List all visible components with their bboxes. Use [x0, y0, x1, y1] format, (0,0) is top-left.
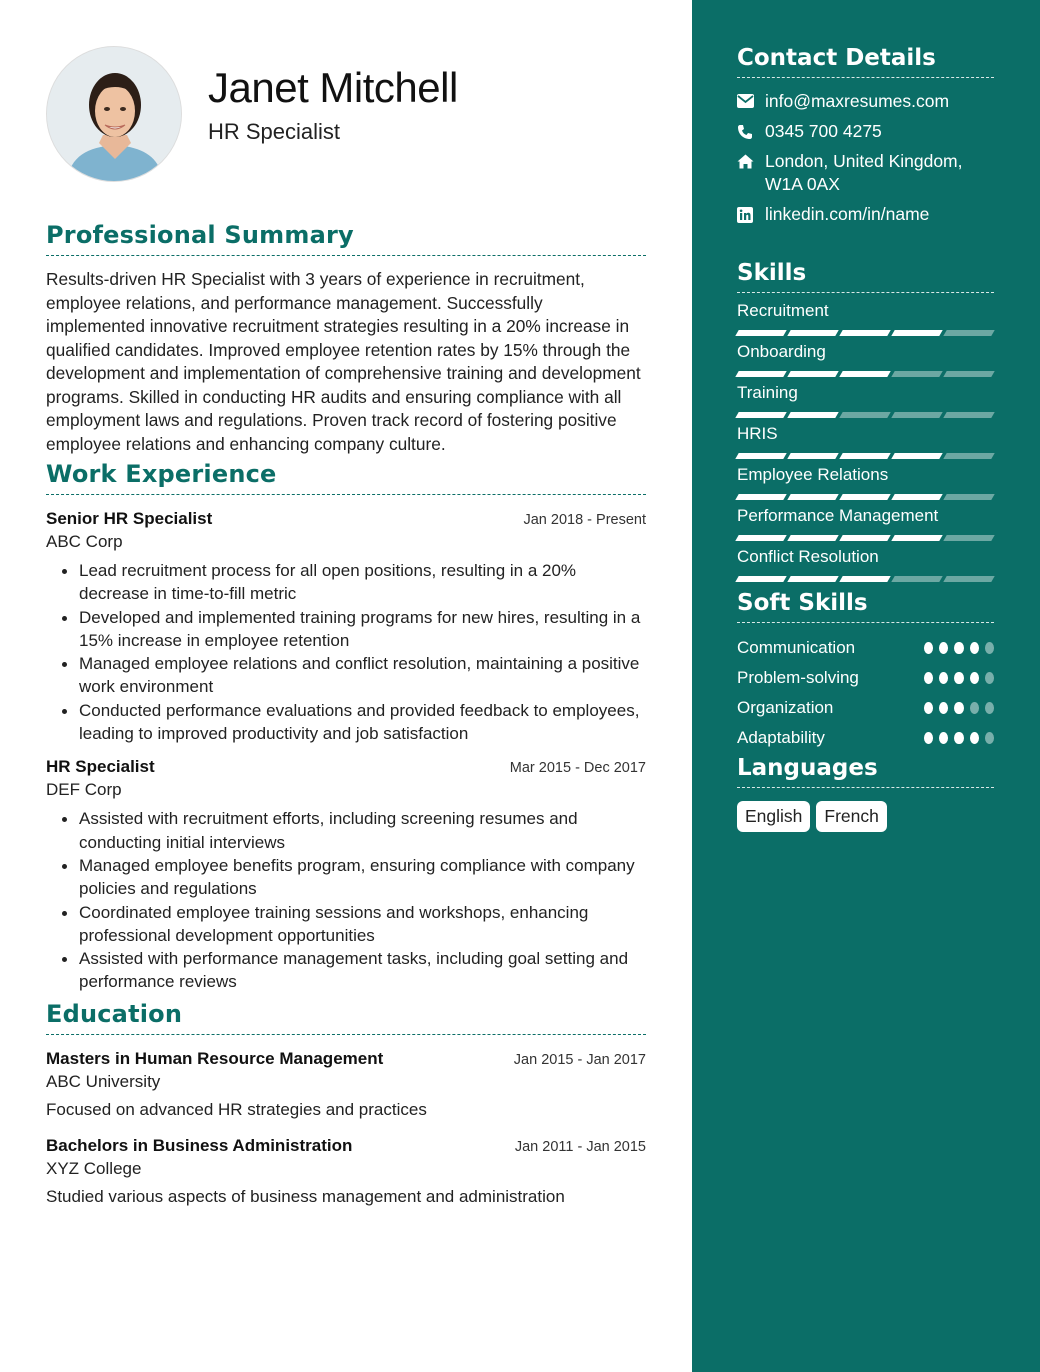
skills-section	[737, 260, 994, 582]
job-bullet: Assisted with recruitment efforts, including screening resumes and conducting initial interviews	[62, 807, 646, 854]
skill-level-bar	[737, 535, 994, 541]
skill-level-segment	[735, 412, 786, 418]
language-badge: English	[737, 801, 810, 832]
skill-level-segment	[943, 371, 994, 377]
skill-level-segment	[735, 494, 786, 500]
soft-skill-rating	[924, 672, 994, 684]
job-date: Mar 2015 - Dec 2017	[509, 760, 646, 777]
skill-level-segment	[839, 453, 890, 459]
skill-item	[737, 383, 994, 418]
full-name: Janet Mitchell	[208, 64, 458, 111]
rating-dot	[954, 642, 963, 654]
summary-heading: Professional Summary	[46, 221, 646, 256]
job-bullet: Developed and implemented training programs for new hires, resulting in a 15% increase in employee retention	[62, 606, 646, 653]
education-entry	[46, 1049, 646, 1120]
soft-skill-rating	[924, 642, 994, 654]
skill-name: HRIS	[737, 424, 778, 443]
skill-name: Recruitment	[737, 301, 829, 320]
rating-dot	[924, 732, 933, 744]
summary-section	[46, 221, 646, 456]
job-bullet: Conducted performance evaluations and provided feedback to employees, leading to improved productivity and job satisfaction	[62, 699, 646, 746]
skill-level-segment	[735, 371, 786, 377]
skill-level-segment	[943, 494, 994, 500]
rating-dot	[924, 672, 933, 684]
skill-level-segment	[787, 412, 838, 418]
skill-level-segment	[891, 412, 942, 418]
skill-level-segment	[891, 453, 942, 459]
education-date: Jan 2011 - Jan 2015	[514, 1138, 646, 1155]
job-role: HR Specialist	[46, 757, 155, 777]
job-title: HR Specialist	[208, 119, 341, 144]
linkedin-text: linkedin.com/in/name	[765, 204, 930, 224]
skill-level-segment	[787, 371, 838, 377]
education-section	[46, 1000, 646, 1207]
rating-dot	[985, 732, 994, 744]
resume-header	[46, 0, 646, 190]
skill-level-segment	[943, 330, 994, 336]
rating-dot	[985, 702, 994, 714]
education-description: Focused on advanced HR strategies and practices	[46, 1099, 427, 1119]
experience-heading: Work Experience	[46, 460, 646, 495]
skill-item	[737, 342, 994, 377]
skill-level-segment	[735, 453, 786, 459]
soft-skills-list	[737, 633, 994, 753]
skill-level-segment	[891, 535, 942, 541]
rating-dot	[924, 642, 933, 654]
job-bullet: Managed employee relations and conflict resolution, maintaining a positive work environment	[62, 652, 646, 699]
job-bullet: Lead recruitment process for all open positions, resulting in a 20% decrease in time-to-fill metric	[62, 559, 646, 606]
skill-level-segment	[787, 535, 838, 541]
skill-level-segment	[891, 576, 942, 582]
rating-dot	[970, 672, 979, 684]
contact-section	[737, 45, 994, 226]
skill-level-segment	[787, 494, 838, 500]
soft-skill-item	[737, 663, 994, 693]
skill-item	[737, 506, 994, 541]
skill-level-segment	[891, 371, 942, 377]
skill-level-segment	[735, 576, 786, 582]
skill-name: Employee Relations	[737, 465, 889, 484]
skill-level-bar	[737, 453, 994, 459]
job-role: Senior HR Specialist	[46, 509, 213, 528]
sidebar	[692, 0, 1040, 1372]
degree: Masters in Human Resource Management	[46, 1048, 384, 1068]
contact-list	[737, 90, 994, 226]
linkedin-icon	[737, 203, 765, 223]
rating-dot	[939, 642, 948, 654]
education-date: Jan 2015 - Jan 2017	[513, 1051, 646, 1068]
avatar	[46, 46, 182, 182]
address-text: London, United Kingdom, W1A 0AX	[765, 151, 963, 194]
soft-skill-item	[737, 633, 994, 663]
languages-section	[737, 755, 994, 832]
rating-dot	[939, 732, 948, 744]
soft-skill-name: Adaptability	[737, 728, 825, 747]
job-date: Jan 2018 - Present	[523, 512, 646, 528]
skill-level-segment	[735, 330, 786, 336]
rating-dot	[954, 732, 963, 744]
soft-skill-name: Organization	[737, 698, 834, 717]
rating-dot	[985, 642, 994, 654]
rating-dot	[924, 702, 933, 714]
education-description: Studied various aspects of business management and administration	[46, 1186, 565, 1206]
skill-level-segment	[943, 453, 994, 459]
skill-name: Conflict Resolution	[737, 547, 879, 566]
skill-level-segment	[839, 576, 890, 582]
skill-level-segment	[839, 535, 890, 541]
skill-level-bar	[737, 412, 994, 418]
soft-skill-item	[737, 693, 994, 723]
job-bullet: Managed employee benefits program, ensuring compliance with company policies and regulations	[62, 854, 646, 901]
job-entry	[46, 509, 646, 745]
skill-level-segment	[787, 330, 838, 336]
job-bullets	[46, 559, 646, 745]
envelope-icon	[737, 90, 765, 108]
education-heading: Education	[46, 1000, 646, 1035]
contact-heading: Contact Details	[737, 45, 994, 78]
skill-name: Onboarding	[737, 342, 826, 361]
soft-skill-name: Problem-solving	[737, 668, 859, 687]
skill-level-segment	[839, 494, 890, 500]
rating-dot	[985, 672, 994, 684]
skill-level-segment	[891, 330, 942, 336]
job-entry	[46, 757, 646, 993]
summary-text: Results-driven HR Specialist with 3 years of experience in recruitment, employee relations, and performance management. Successfully implemented innovative recruitment strategies resulting in a 20% increase in qualified candidates. Improved employee retention rates by 15% through the development and implementation of comprehensive training and development programs. Skilled in conducting HR audits and ensuring compliance with all employment laws and regulations. Proven track record of fostering positive employee relations and enhancing company culture.	[46, 269, 641, 454]
contact-address	[737, 150, 994, 196]
skill-level-bar	[737, 330, 994, 336]
skill-level-segment	[839, 371, 890, 377]
soft-skills-section	[737, 590, 994, 753]
school: XYZ College	[46, 1158, 142, 1178]
skill-item	[737, 301, 994, 336]
home-icon	[737, 150, 765, 169]
profile-photo	[47, 47, 182, 182]
language-list	[737, 801, 994, 832]
contact-phone[interactable]	[737, 120, 994, 143]
skills-list	[737, 301, 994, 582]
soft-skill-rating	[924, 702, 994, 714]
job-bullets	[46, 807, 646, 993]
soft-skill-item	[737, 723, 994, 753]
language-badge: French	[816, 801, 886, 832]
soft-skill-name: Communication	[737, 638, 856, 657]
contact-linkedin[interactable]	[737, 203, 994, 226]
school: ABC University	[46, 1071, 161, 1091]
skill-level-segment	[891, 494, 942, 500]
rating-dot	[939, 672, 948, 684]
phone-text: 0345 700 4275	[765, 121, 882, 141]
email-text: info@maxresumes.com	[765, 91, 950, 111]
skill-item	[737, 424, 994, 459]
job-bullet: Assisted with performance management tasks, including goal setting and performance reviews	[62, 947, 646, 994]
skill-item	[737, 465, 994, 500]
languages-heading: Languages	[737, 755, 994, 788]
job-company: ABC Corp	[46, 532, 123, 551]
rating-dot	[954, 702, 963, 714]
skill-level-bar	[737, 494, 994, 500]
skill-level-segment	[787, 576, 838, 582]
phone-icon	[737, 120, 765, 140]
soft-skills-heading: Soft Skills	[737, 590, 994, 623]
experience-section	[46, 460, 646, 994]
skill-level-bar	[737, 576, 994, 582]
skills-heading: Skills	[737, 260, 994, 293]
skill-level-segment	[839, 412, 890, 418]
soft-skill-rating	[924, 732, 994, 744]
job-bullet: Coordinated employee training sessions and workshops, enhancing professional development opportunities	[62, 901, 646, 948]
rating-dot	[954, 672, 963, 684]
skill-level-segment	[943, 412, 994, 418]
job-company: DEF Corp	[46, 780, 122, 800]
skill-level-segment	[943, 535, 994, 541]
contact-email[interactable]	[737, 90, 994, 113]
rating-dot	[970, 732, 979, 744]
rating-dot	[970, 642, 979, 654]
education-entry	[46, 1136, 646, 1207]
rating-dot	[970, 702, 979, 714]
skill-item	[737, 547, 994, 582]
skill-level-bar	[737, 371, 994, 377]
skill-name: Training	[737, 383, 798, 402]
skill-name: Performance Management	[737, 506, 939, 525]
skill-level-segment	[787, 453, 838, 459]
skill-level-segment	[839, 330, 890, 336]
skill-level-segment	[943, 576, 994, 582]
rating-dot	[939, 702, 948, 714]
skill-level-segment	[735, 535, 786, 541]
degree: Bachelors in Business Administration	[46, 1135, 353, 1155]
